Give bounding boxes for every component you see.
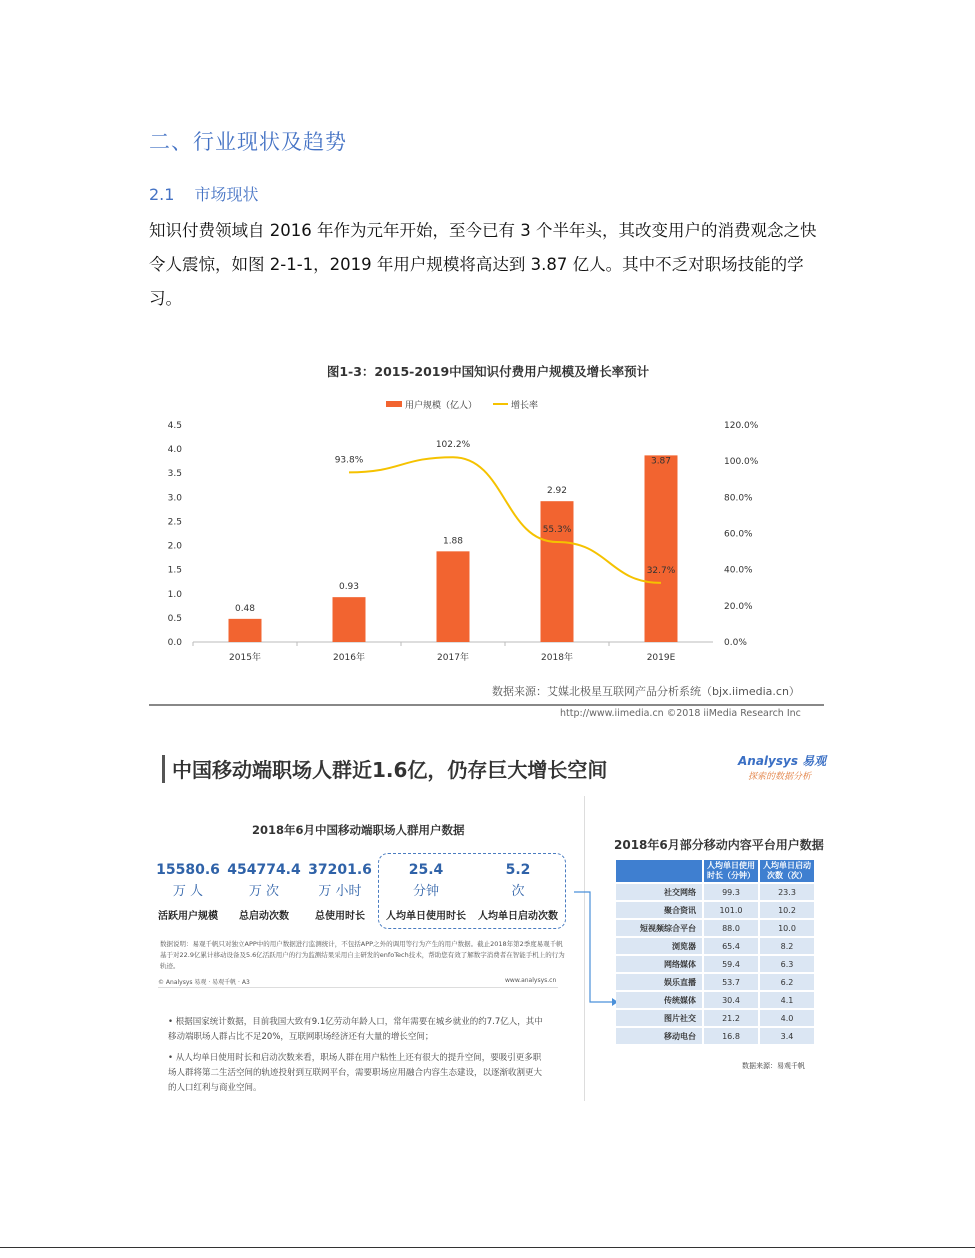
x-tick-label: 2019E	[646, 653, 676, 663]
analysys-logo: Analysys 易观	[738, 754, 827, 768]
body-paragraph: 知识付费领域自 2016 年作为元年开始，至今已有 3 个半年头，其改变用户的消费观念之快令人震惊，如图 2-1-1，2019 年用户规模将高达到 3.87 亿人。其中不乏对职场技能的学习。	[149, 221, 817, 308]
stat-value: 37201.6	[308, 862, 372, 878]
growth-rate-label: 102.2%	[435, 440, 471, 451]
stat-label: 人均单日启动次数	[478, 911, 558, 922]
stat-total-duration	[302, 862, 378, 922]
bar-value-label: 0.48	[234, 603, 256, 614]
x-tick-label: 2016年	[333, 653, 365, 663]
chart-source: 数据来源：艾媒北极星互联网产品分析系统（bjx.iimedia.cn）	[492, 685, 800, 698]
table-header-row	[616, 860, 814, 882]
stat-value: 5.2	[505, 862, 531, 878]
bar-value-label: 1.88	[442, 536, 464, 547]
y-right-tick-label: 60.0%	[724, 529, 753, 540]
analysys-logo-tagline: 探索的数据分析	[748, 772, 812, 782]
y-left-tick-label: 2.5	[167, 517, 182, 528]
y-left-tick-label: 3.5	[167, 469, 182, 480]
table-title: 2018年6月部分移动内容平台用户数据	[614, 838, 824, 852]
y-right-tick-label: 100.0%	[724, 457, 759, 468]
bar-2017年	[437, 551, 470, 642]
chart-title: 图1-3：2015-2019中国知识付费用户规模及增长率预计	[326, 364, 650, 379]
divider	[149, 704, 824, 706]
bullet-item: • 根据国家统计数据，目前我国大致有9.1亿劳动年龄人口，常年需要在城乡就业的约7.7亿人，其中移动端职场人群占比不足20%，互联网职场经济还有大量的增长空间；	[168, 1017, 543, 1042]
legend-line-label: 增长率	[511, 401, 539, 411]
bar-value-label: 0.93	[338, 582, 360, 593]
section-heading: 二、行业现状及趋势	[149, 130, 347, 154]
stat-label: 人均单日使用时长	[386, 911, 466, 922]
platform-data-table	[614, 858, 816, 1046]
figure2-footer-right: www.analysys.cn	[505, 977, 557, 984]
subsection-title: 市场现状	[194, 185, 259, 204]
y-left-tick-label: 0.5	[167, 613, 182, 624]
figure2-footer-left: © Analysys 易观 · 易观千帆 · A3	[158, 979, 250, 986]
table-cell-value: 59.4	[704, 956, 758, 972]
bar-2015年	[229, 619, 262, 642]
bar-2019E	[645, 455, 678, 642]
table-row	[616, 992, 814, 1008]
growth-rate-label: 32.7%	[646, 565, 676, 576]
table-cell-platform: 网络媒体	[616, 956, 702, 972]
growth-rate-label: 93.8%	[334, 455, 364, 466]
bar-2016年	[333, 597, 366, 642]
table-row	[616, 1028, 814, 1044]
figure2-subtitle: 2018年6月中国移动端职场人群用户数据	[252, 823, 465, 837]
table-cell-value: 30.4	[704, 992, 758, 1008]
table-header-blank	[616, 860, 702, 882]
connector-arrow-icon	[572, 890, 618, 1010]
table-source: 数据来源：易观千帆	[742, 1062, 805, 1070]
table-cell-value: 23.3	[760, 884, 814, 900]
y-left-tick-label: 0.0	[167, 638, 182, 648]
table-row	[616, 884, 814, 900]
table-cell-value: 16.8	[704, 1028, 758, 1044]
table-cell-platform: 移动电台	[616, 1028, 702, 1044]
chart-footer: http://www.iimedia.cn ©2018 iiMedia Research Inc	[560, 708, 801, 719]
bar-value-label: 3.87	[650, 456, 672, 467]
table-cell-platform: 聚合资讯	[616, 902, 702, 918]
figure2-title: 中国移动端职场人群近1.6亿，仍存巨大增长空间	[172, 758, 608, 782]
y-left-tick-label: 3.0	[167, 493, 182, 504]
table-row	[616, 1010, 814, 1026]
y-right-tick-label: 20.0%	[724, 601, 753, 612]
x-tick-label: 2018年	[541, 653, 573, 663]
stat-daily-launches	[472, 862, 564, 922]
stat-total-launches	[226, 862, 302, 922]
table-header-duration: 人均单日使用时长（分钟）	[704, 860, 758, 882]
y-left-tick-label: 1.0	[167, 589, 182, 600]
table-cell-value: 21.2	[704, 1010, 758, 1026]
bullet-text: 从人均单日使用时长和启动次数来看，职场人群在用户粘性上还有很大的提升空间，要吸引更多职场人群将第二生活空间的轨迹投射到互联网平台，需要职场应用融合内容生态建设，以逐渐收割更大的人口红利与商业空间。	[168, 1053, 543, 1093]
y-right-tick-label: 0.0%	[724, 638, 747, 648]
bar-2018年	[541, 501, 574, 642]
legend-bar-swatch	[386, 401, 402, 407]
divider	[158, 987, 558, 988]
data-note: 数据说明：易观千帆只对独立APP中的用户数据进行监测统计，不包括APP之外的调用等行为产生的用户数据。截止2018年第2季度易观千帆基于对22.9亿累计移动设备及5.6亿活跃用户的行为监测结果采用自主研发的enfoTech技术，帮助您有效了解数字消费者在智能手机上的行为轨迹。	[160, 940, 565, 970]
x-tick-label: 2017年	[437, 653, 469, 663]
stat-value: 25.4	[408, 862, 444, 878]
growth-rate-label: 55.3%	[542, 524, 572, 535]
y-left-tick-label: 1.5	[167, 565, 182, 576]
y-left-tick-label: 4.5	[167, 421, 182, 431]
bullet-item: • 从人均单日使用时长和启动次数来看，职场人群在用户粘性上还有很大的提升空间，要吸引更多职场人群将第二生活空间的轨迹投射到互联网平台，需要职场应用融合内容生态建设，以逐渐收割更大的人口红利与商业空间。	[168, 1053, 543, 1093]
table-cell-value: 4.0	[760, 1010, 814, 1026]
y-right-tick-label: 120.0%	[724, 421, 759, 431]
bar-value-label: 2.92	[546, 486, 568, 497]
y-left-tick-label: 4.0	[167, 445, 182, 456]
legend-bar-label: 用户规模（亿人）	[405, 401, 478, 411]
user-scale-chart	[148, 355, 828, 675]
y-right-tick-label: 40.0%	[724, 565, 753, 576]
table-cell-value: 88.0	[704, 920, 758, 936]
table-cell-value: 6.3	[760, 956, 814, 972]
y-left-tick-label: 2.0	[167, 541, 182, 552]
table-cell-value: 8.2	[760, 938, 814, 954]
subsection-number: 2.1	[149, 185, 175, 204]
table-cell-value: 101.0	[704, 902, 758, 918]
table-row	[616, 956, 814, 972]
table-cell-platform: 图片社交	[616, 1010, 702, 1026]
stat-label: 总启动次数	[239, 911, 289, 922]
stat-label: 活跃用户规模	[158, 911, 218, 922]
stat-unit: 万 小时	[318, 884, 362, 899]
table-cell-platform: 浏览器	[616, 938, 702, 954]
stat-unit: 万 次	[248, 884, 280, 899]
table-row	[616, 938, 814, 954]
stat-active-users	[150, 862, 226, 922]
table-header-launches: 人均单日启动次数（次）	[760, 860, 814, 882]
table-row	[616, 920, 814, 936]
subsection-heading	[149, 182, 258, 205]
x-tick-label: 2015年	[229, 653, 261, 663]
table-cell-value: 3.4	[760, 1028, 814, 1044]
stat-daily-duration	[380, 862, 472, 922]
table-cell-value: 6.2	[760, 974, 814, 990]
growth-rate-line	[349, 457, 661, 583]
stat-value: 454774.4	[227, 862, 301, 878]
stat-unit: 分钟	[412, 884, 439, 899]
table-cell-value: 10.0	[760, 920, 814, 936]
table-row	[616, 974, 814, 990]
table-cell-value: 4.1	[760, 992, 814, 1008]
stat-unit: 次	[511, 884, 525, 899]
stat-unit: 万 人	[172, 884, 204, 899]
stat-label: 总使用时长	[315, 911, 365, 922]
table-cell-value: 65.4	[704, 938, 758, 954]
table-cell-platform: 社交网络	[616, 884, 702, 900]
table-cell-platform: 传统媒体	[616, 992, 702, 1008]
table-cell-platform: 娱乐直播	[616, 974, 702, 990]
page-bottom-rule	[0, 1247, 975, 1248]
y-right-tick-label: 80.0%	[724, 493, 753, 504]
table-cell-value: 99.3	[704, 884, 758, 900]
title-accent-bar	[162, 755, 165, 783]
table-row	[616, 902, 814, 918]
table-cell-value: 53.7	[704, 974, 758, 990]
table-cell-platform: 短视频综合平台	[616, 920, 702, 936]
table-cell-value: 10.2	[760, 902, 814, 918]
stat-value: 15580.6	[156, 862, 220, 878]
bullet-text: 根据国家统计数据，目前我国大致有9.1亿劳动年龄人口，常年需要在城乡就业的约7.7亿人，其中移动端职场人群占比不足20%，互联网职场经济还有大量的增长空间；	[168, 1017, 543, 1042]
